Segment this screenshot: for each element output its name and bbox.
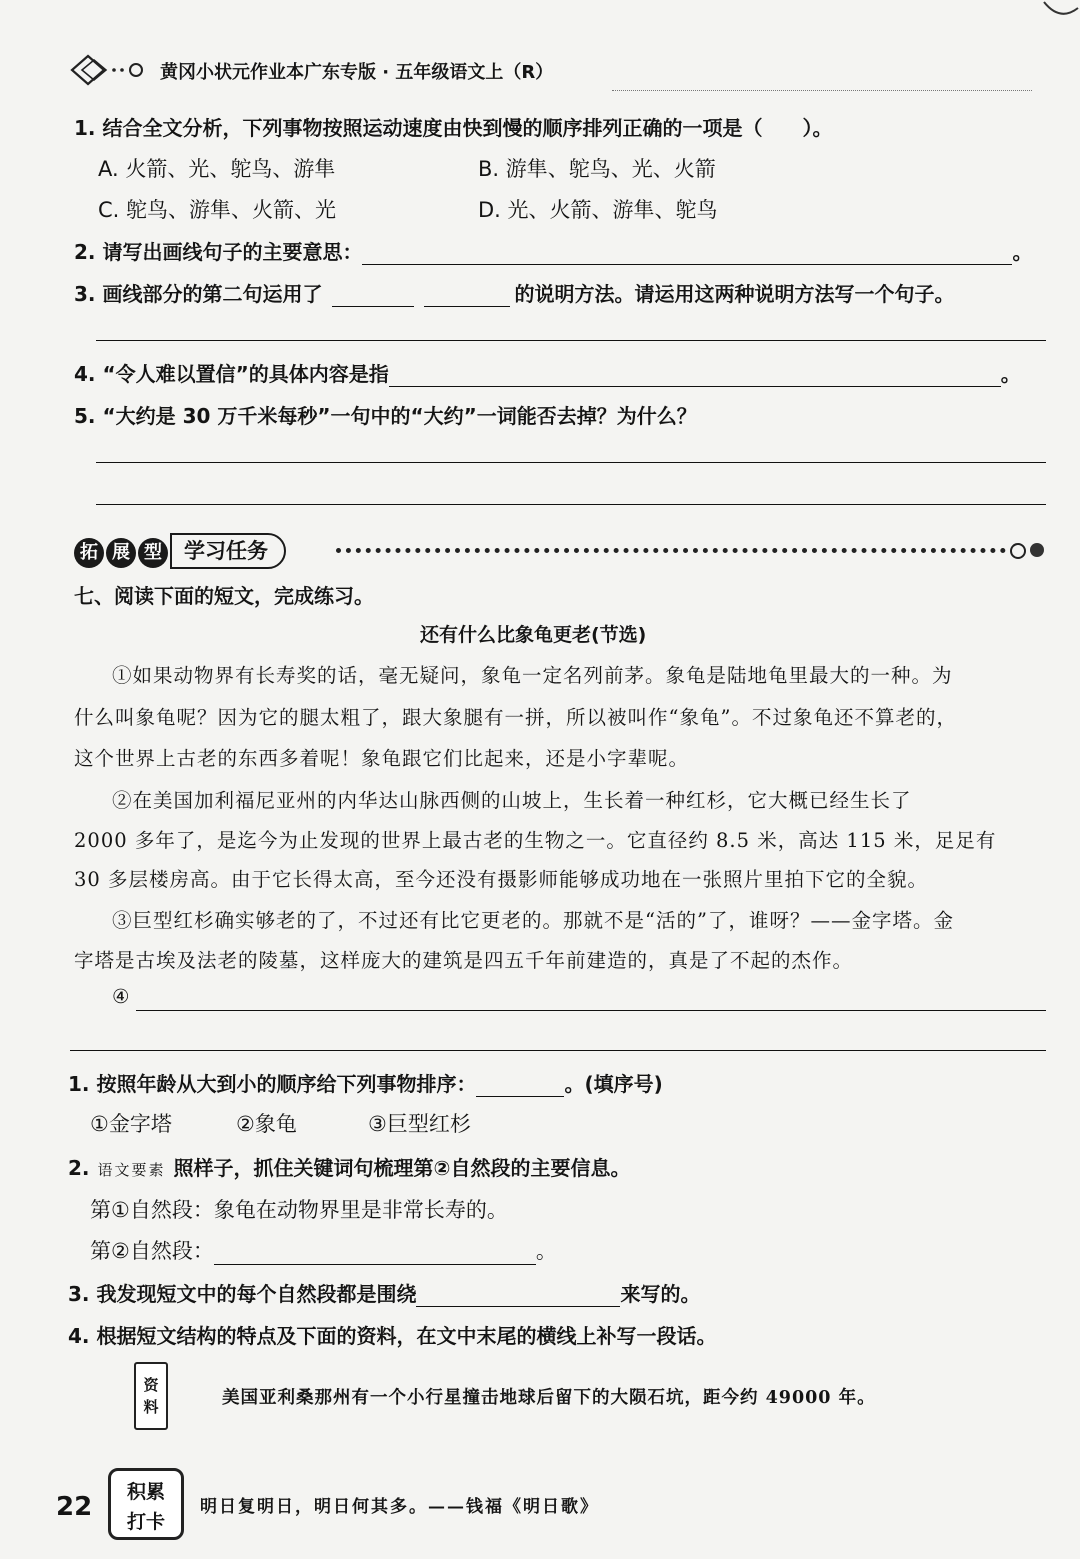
passage-p2-line-2: 2000 多年了，是迄今为止发现的世界上最古老的生物之一。它直径约 8.5 米，高达 115 米，足足有 <box>74 829 997 852</box>
header-title: 黄冈小状元作业本广东专版 · 五年级语文上（R） <box>160 62 554 83</box>
passage-p1-line-3: 这个世界上古老的东西多着呢！象龟跟它们比起来，还是小字辈呢。 <box>74 747 690 770</box>
badge-char-2: 展 <box>106 538 136 568</box>
bottom-q2-tag: 语文要素 <box>97 1161 166 1179</box>
passage-title: 还有什么比象龟更老(节选) <box>420 624 647 646</box>
bottom-q1-item-1: ①金字塔 <box>90 1112 172 1136</box>
top-q3-suffix: 的说明方法。请运用这两种说明方法写一个句子。 <box>514 282 955 306</box>
task-label: 学习任务 <box>170 533 286 569</box>
top-q4-end: 。 <box>1000 362 1021 386</box>
top-q2 <box>74 236 1032 265</box>
top-q4-answer-blank[interactable] <box>389 364 1001 387</box>
banner-dot-icon <box>1030 543 1044 557</box>
resource-label <box>134 1362 168 1430</box>
passage-p1-line-1: ①如果动物界有长寿奖的话，毫无疑问，象龟一定名列前茅。象龟是陆地龟里最大的一种。为 <box>112 664 953 687</box>
top-q2-answer-blank[interactable] <box>362 242 1012 265</box>
top-q4-text: 4. “令人难以置信”的具体内容是指 <box>74 362 389 386</box>
bottom-q3-suffix: 来写的。 <box>620 1282 701 1306</box>
top-q2-end: 。 <box>1012 240 1033 264</box>
top-q1: 1. 结合全文分析，下列事物按照运动速度由快到慢的顺序排列正确的一项是（ ）。 <box>74 116 833 140</box>
top-q5-answer-line-2[interactable] <box>96 504 1046 505</box>
resource-label-char-2: 料 <box>143 1398 159 1416</box>
bottom-q2-example: 第①自然段：象龟在动物界里是非常长寿的。 <box>90 1198 508 1222</box>
bottom-q1 <box>68 1068 663 1097</box>
section-banner <box>74 533 286 569</box>
bottom-q1-item-3: ③巨型红杉 <box>368 1112 471 1136</box>
bottom-q3-prefix: 3. 我发现短文中的每个自然段都是围绕 <box>68 1282 417 1306</box>
passage-p3-line-1: ③巨型红杉确实够老的了，不过还有比它更老的。那就不是“活的”了，谁呀？——金字塔。金 <box>112 909 954 932</box>
top-q1-option-c[interactable]: C. 鸵鸟、游隼、火箭、光 <box>98 198 337 222</box>
top-q4 <box>74 358 1021 387</box>
resource-label-char-1: 资 <box>143 1376 159 1394</box>
bottom-q2 <box>68 1152 630 1181</box>
footer-badge <box>108 1468 184 1540</box>
top-q3 <box>74 278 954 307</box>
diamond-logo-icon <box>70 52 150 88</box>
top-q2-text: 2. 请写出画线句子的主要意思： <box>74 240 363 264</box>
top-q5-answer-line-1[interactable] <box>96 462 1046 463</box>
passage-p1-line-2: 什么叫象龟呢？因为它的腿太粗了，跟大象腿有一拼，所以被叫作“象龟”。不过象龟还不算老的， <box>74 706 957 729</box>
bottom-q2-text: 照样子，抓住关键词句梳理第②自然段的主要信息。 <box>173 1156 631 1180</box>
bottom-q3-answer-blank[interactable] <box>416 1284 620 1307</box>
top-q3-blank-2[interactable] <box>424 284 510 307</box>
header-divider <box>612 90 1032 91</box>
bottom-q3 <box>68 1278 700 1307</box>
banner-dotted-rule <box>336 548 1006 553</box>
passage-p3-line-2: 字塔是古埃及法老的陵墓，这样庞大的建筑是四五千年前建造的，真是了不起的杰作。 <box>74 949 854 972</box>
bottom-q1-prefix: 1. 按照年龄从大到小的顺序给下列事物排序： <box>68 1072 477 1096</box>
section-heading: 七、阅读下面的短文，完成练习。 <box>74 584 374 608</box>
corner-curl-icon <box>1040 0 1080 24</box>
page-number: 22 <box>56 1492 93 1522</box>
resource-text: 美国亚利桑那州有一个小行星撞击地球后留下的大陨石坑，距今约 49000 年。 <box>222 1388 876 1408</box>
top-q3-prefix: 3. 画线部分的第二句运用了 <box>74 282 323 306</box>
passage-p4-marker: ④ <box>112 985 131 1008</box>
banner-ring-icon <box>1010 543 1026 559</box>
badge-char-1: 拓 <box>74 538 104 568</box>
top-q1-option-b[interactable]: B. 游隼、鸵鸟、光、火箭 <box>478 157 716 181</box>
bottom-q2-answer-blank[interactable] <box>214 1242 536 1265</box>
passage-p4-line-2[interactable] <box>70 1050 1046 1051</box>
footer-quote: 明日复明日，明日何其多。——钱福《明日歌》 <box>200 1497 599 1517</box>
passage-p2-line-1: ②在美国加利福尼亚州的内华达山脉西侧的山坡上，生长着一种红杉，它大概已经生长了 <box>112 789 912 812</box>
bottom-q2-end: 。 <box>535 1239 557 1263</box>
top-q1-option-a[interactable]: A. 火箭、光、鸵鸟、游隼 <box>98 157 336 181</box>
bottom-q2-num: 2. <box>68 1156 90 1180</box>
top-q1-option-d[interactable]: D. 光、火箭、游隼、鸵鸟 <box>478 198 718 222</box>
bottom-q2-answer <box>90 1235 557 1265</box>
top-q3-blank-1[interactable] <box>332 284 414 307</box>
top-q5: 5. “大约是 30 万千米每秒”一句中的“大约”一词能否去掉？为什么？ <box>74 404 697 428</box>
top-q3-answer-line[interactable] <box>96 340 1046 341</box>
footer-badge-line-2: 打卡 <box>126 1511 165 1533</box>
bottom-q4: 4. 根据短文结构的特点及下面的资料，在文中末尾的横线上补写一段话。 <box>68 1324 717 1348</box>
passage-p2-line-3: 30 多层楼房高。由于它长得太高，至今还没有摄影师能够成功地在一张照片里拍下它的全貌。 <box>74 868 929 891</box>
bottom-q2-blank-label: 第②自然段： <box>90 1239 214 1263</box>
passage-p4-line-1[interactable] <box>136 1010 1046 1011</box>
footer-badge-line-1: 积累 <box>126 1481 165 1503</box>
badge-char-3: 型 <box>138 538 168 568</box>
bottom-q1-item-2: ②象龟 <box>236 1112 297 1136</box>
bottom-q1-suffix: 。(填序号) <box>564 1072 663 1096</box>
bottom-q1-answer-blank[interactable] <box>476 1074 564 1097</box>
